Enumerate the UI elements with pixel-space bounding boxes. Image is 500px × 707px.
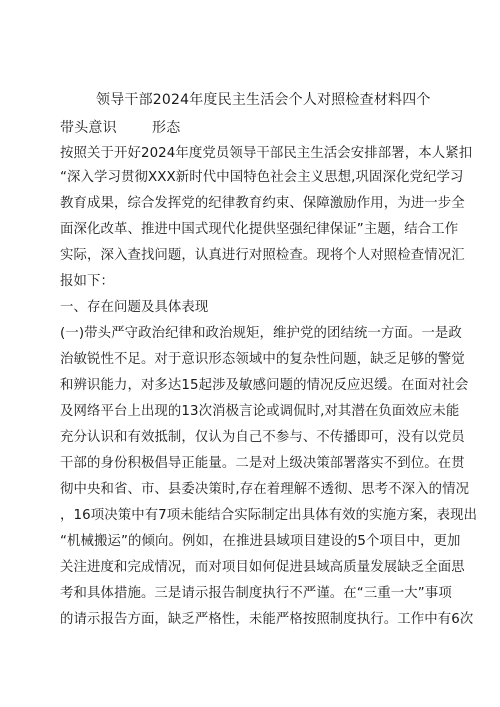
body-line: 实际，深入查找问题，认真进行对照检查。现将个人对照检查情况汇: [60, 248, 465, 263]
body-line: “深入学习贯彻XXX新时代中国特色社会主义思想,巩固深化党纪学习: [60, 170, 464, 185]
body-line: 报如下：: [60, 274, 114, 289]
body-line: 彻中央和省、市、县委决策时,存在着理解不透彻、思考不深入的情况: [60, 482, 470, 497]
body-line: 按照关于开好2024年度党员领导干部民主生活会安排部署，本人紧扣: [60, 146, 473, 161]
section-heading: 一、存在问题及具体表现: [60, 300, 209, 315]
body-line: “机械搬运”的倾向。例如，在推进县域项目建设的5个项目中，更加: [60, 534, 461, 549]
body-line: 的请示报告方面，缺乏严格性，未能严格按照制度执行。工作中有6次: [60, 612, 474, 627]
body-line: 和辨识能力，对多达15起涉及敏感问题的情况反应迟缓。在面对社会: [60, 378, 469, 393]
body-line: 面深化改革、推进中国式现代化提供坚强纪律保证”主题，结合工作: [60, 222, 459, 237]
body-line: 关注进度和完成情况，而对项目如何促进县域高质量发展缺乏全面思: [60, 560, 465, 575]
document-title-line-1: 领导干部2024年度民主生活会个人对照检查材料四个带头意识: [60, 92, 431, 136]
body-line: ，16项决策中有7项未能结合实际制定出具体有效的实施方案，表现出: [60, 508, 478, 523]
document-title-line-2: 形态: [152, 120, 181, 136]
body-line: 干部的身份积极倡导正能量。二是对上级决策部署落实不到位。在贯: [60, 456, 465, 471]
body-line: 治敏锐性不足。对于意识形态领域中的复杂性问题，缺乏足够的警觉: [60, 352, 465, 367]
body-line: 教育成果，综合发挥党的纪律教育约束、保障激励作用，为进一步全: [60, 196, 465, 211]
body-line: 及网络平台上出现的13次消极言论或调侃时,对其潜在负面效应未能: [60, 404, 460, 419]
body-line: 考和具体措施。三是请示报告制度执行不严谨。在“三重一大”事项: [60, 586, 452, 601]
body-line: 充分认识和有效抵制，仅认为自己不参与、不传播即可，没有以党员: [60, 430, 465, 445]
body-line: (一)带头严守政治纪律和政治规矩，维护党的团结统一方面。一是政: [60, 326, 462, 341]
